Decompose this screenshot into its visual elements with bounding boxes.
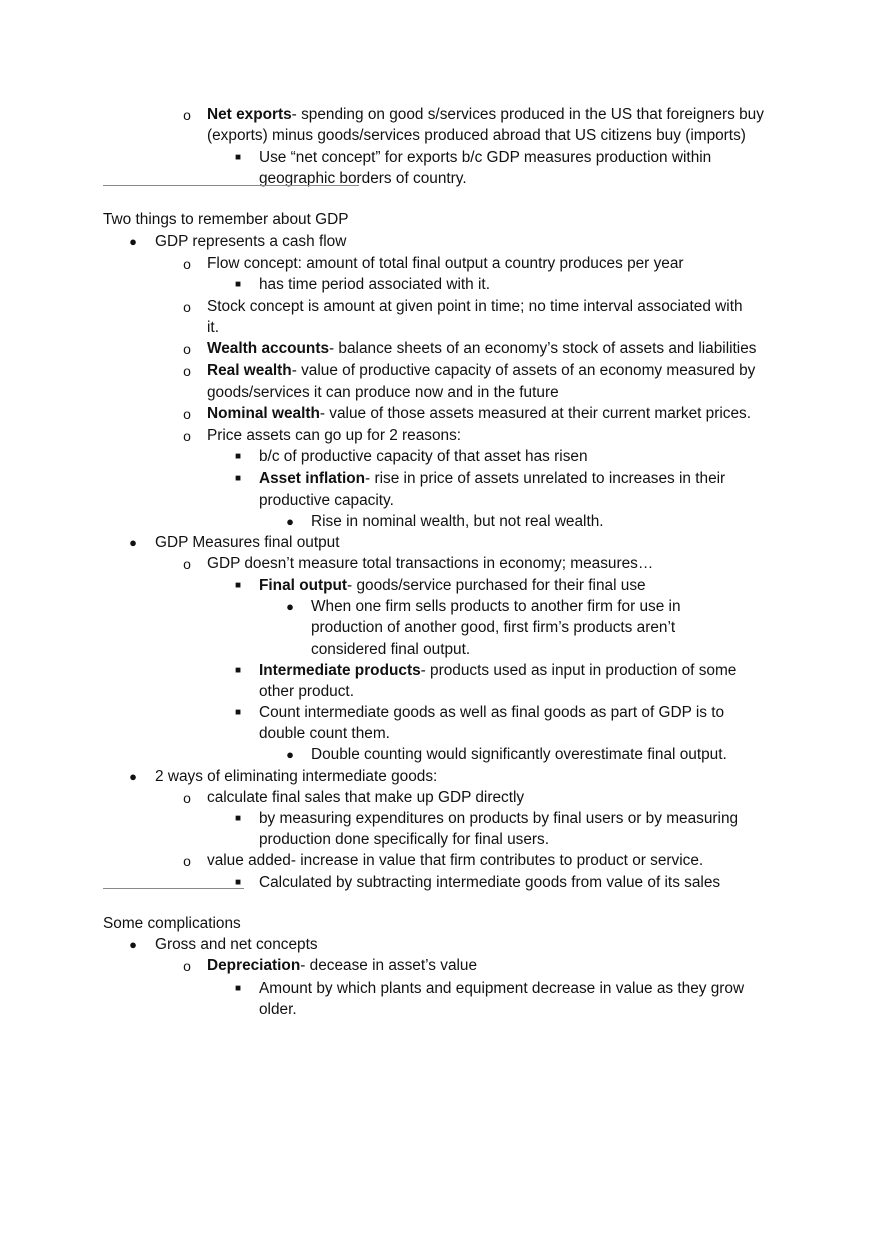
intermediate-line-1	[259, 661, 736, 681]
bullet-icon: ●	[286, 747, 294, 762]
nominal-wealth-term: Nominal wealth	[207, 405, 320, 422]
value-added-item: value added- increase in value that firm contributes to product or service.	[207, 852, 704, 869]
wealth-accounts-item	[207, 339, 756, 359]
by-measuring-line-1: by measuring expenditures on products by final users or by measuring	[259, 810, 739, 827]
by-measuring-line-2: production done specifically for final users.	[259, 831, 550, 848]
wealth-accounts-definition: - balance sheets of an economy’s stock of assets and liabilities	[329, 340, 757, 357]
circle-bullet-icon: o	[183, 406, 191, 422]
bullet-icon: ●	[129, 234, 137, 249]
two-ways-item: 2 ways of eliminating intermediate goods:	[155, 768, 438, 785]
nominal-wealth-definition: - value of those assets measured at their current market prices.	[319, 405, 752, 422]
final-output-heading: GDP Measures final output	[155, 534, 340, 551]
amount-line-2: older.	[259, 1001, 297, 1018]
net-concept-line-1: Use “net concept” for exports b/c GDP measures production within	[259, 149, 712, 166]
one-firm-line-1: When one firm sells products to another firm for use in	[311, 598, 681, 615]
section-heading-complications: Some complications	[103, 915, 241, 932]
asset-inflation-line-2: productive capacity.	[259, 492, 394, 509]
square-bullet-icon: ■	[234, 279, 242, 290]
circle-bullet-icon: o	[183, 299, 191, 315]
amount-line-1: Amount by which plants and equipment decrease in value as they grow	[259, 980, 745, 997]
real-wealth-definition: - value of productive capacity of assets of an economy measured by	[291, 362, 756, 379]
count-intermediate-line-2: double count them.	[259, 725, 390, 742]
footnote-separator-rule	[103, 888, 244, 889]
bullet-icon: ●	[129, 769, 137, 784]
flow-concept-item: Flow concept: amount of total final output a country produces per year	[207, 255, 684, 272]
nominal-wealth-item	[207, 404, 751, 424]
square-bullet-icon: ■	[234, 451, 242, 462]
bullet-icon: ●	[286, 514, 294, 529]
intermediate-line-2: other product.	[259, 683, 354, 700]
circle-bullet-icon: o	[183, 256, 191, 272]
net-exports-term: Net exports	[207, 106, 292, 123]
stock-concept-line-1: Stock concept is amount at given point in time; no time interval associated with	[207, 298, 743, 315]
real-wealth-term: Real wealth	[207, 362, 292, 379]
circle-bullet-icon: o	[183, 853, 191, 869]
depreciation-term: Depreciation	[207, 957, 301, 974]
circle-bullet-icon: o	[183, 556, 191, 572]
asset-inflation-line-1	[259, 469, 725, 489]
final-output-definition: - goods/service purchased for their final use	[347, 577, 646, 594]
intermediate-definition: - products used as input in production of some	[420, 662, 737, 679]
intermediate-term: Intermediate products	[259, 662, 421, 679]
square-bullet-icon: ■	[234, 580, 242, 591]
cash-flow-item: GDP represents a cash flow	[155, 233, 347, 250]
one-firm-line-2: production of another good, first firm’s products aren’t	[311, 619, 676, 636]
productive-capacity-item: b/c of productive capacity of that asset has risen	[259, 448, 588, 465]
net-concept-line-2: geographic borders of country.	[259, 170, 467, 187]
depreciation-definition: - decease in asset’s value	[300, 957, 478, 974]
bullet-icon: ●	[129, 937, 137, 952]
section-heading-gdp: Two things to remember about GDP	[103, 211, 349, 228]
final-output-term: Final output	[259, 577, 348, 594]
rise-nominal-item: Rise in nominal wealth, but not real wealth.	[311, 513, 604, 530]
circle-bullet-icon: o	[183, 107, 191, 123]
gross-net-item: Gross and net concepts	[155, 936, 318, 953]
square-bullet-icon: ■	[234, 877, 242, 888]
circle-bullet-icon: o	[183, 958, 191, 974]
square-bullet-icon: ■	[234, 473, 242, 484]
real-wealth-line-2: goods/services it can produce now and in the future	[207, 384, 559, 401]
net-exports-definition: - spending on good s/services produced in the US that foreigners buy	[291, 106, 764, 123]
footnote-separator-rule	[103, 185, 359, 186]
net-exports-line-2: (exports) minus goods/services produced abroad that US citizens buy (imports)	[207, 127, 746, 144]
square-bullet-icon: ■	[234, 707, 242, 718]
price-assets-item: Price assets can go up for 2 reasons:	[207, 427, 462, 444]
circle-bullet-icon: o	[183, 790, 191, 806]
circle-bullet-icon: o	[183, 428, 191, 444]
circle-bullet-icon: o	[183, 341, 191, 357]
calculated-by-item: Calculated by subtracting intermediate goods from value of its sales	[259, 874, 721, 891]
square-bullet-icon: ■	[234, 813, 242, 824]
one-firm-line-3: considered final output.	[311, 641, 471, 658]
square-bullet-icon: ■	[234, 665, 242, 676]
real-wealth-line-1	[207, 361, 755, 381]
time-period-item: has time period associated with it.	[259, 276, 490, 293]
doesnt-measure-item: GDP doesn’t measure total transactions in economy; measures…	[207, 555, 654, 572]
bullet-icon: ●	[129, 535, 137, 550]
square-bullet-icon: ■	[234, 983, 242, 994]
depreciation-item	[207, 956, 477, 976]
final-output-item	[259, 576, 646, 596]
square-bullet-icon: ■	[234, 152, 242, 163]
stock-concept-line-2: it.	[207, 319, 219, 336]
count-intermediate-line-1: Count intermediate goods as well as final goods as part of GDP is to	[259, 704, 725, 721]
asset-inflation-term: Asset inflation	[259, 470, 366, 487]
bullet-icon: ●	[286, 599, 294, 614]
calc-final-sales-item: calculate final sales that make up GDP directly	[207, 789, 525, 806]
net-exports-line-1	[207, 105, 764, 125]
asset-inflation-definition: - rise in price of assets unrelated to increases in their	[365, 470, 726, 487]
circle-bullet-icon: o	[183, 363, 191, 379]
double-counting-item: Double counting would significantly overestimate final output.	[311, 746, 727, 763]
wealth-accounts-term: Wealth accounts	[207, 340, 330, 357]
